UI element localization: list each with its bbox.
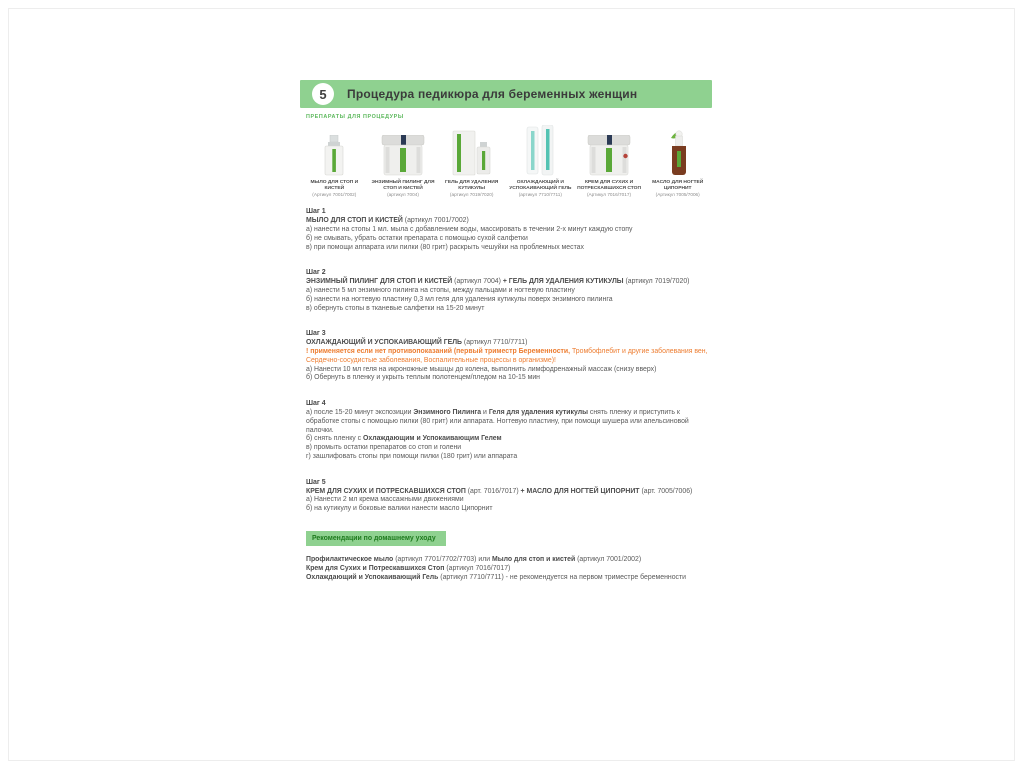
step-line: [306, 287, 711, 296]
product-photo: [666, 123, 690, 177]
product-item: [643, 123, 712, 198]
text-segment: (арт. 7005/7006): [641, 487, 693, 495]
product-photo: [586, 123, 632, 177]
product-article: (артикул 7004): [387, 192, 419, 198]
gel-tubes-icon: [525, 125, 555, 177]
product-photo: [380, 123, 426, 177]
pump-bottle-icon: [322, 135, 346, 177]
step-line: [306, 435, 711, 444]
text-segment: (артикул 7016/7017): [446, 564, 511, 572]
step-label: Шаг 2: [306, 269, 326, 277]
slide-number: 5: [319, 86, 327, 102]
text-segment: и: [481, 408, 489, 416]
product-article: (Артикул 7001/7002): [312, 192, 357, 198]
step-line: [306, 409, 711, 435]
step-line: [306, 488, 711, 497]
step-line: [306, 339, 711, 348]
text-segment: (артикул 7019/7020): [625, 278, 690, 286]
warning-text-segment: Тромбофлебит и другие заболевания вен, Сердечно-сосудистые заболевания, Воспалительные процессы в организме)!: [306, 347, 708, 364]
text-segment: Мыло для стоп и кистей: [491, 555, 578, 563]
step-block: [306, 400, 711, 462]
text-segment: в) при помощи аппарата или пилки (80 грит) раскрыть чешуйки на проблемных местах: [306, 243, 584, 251]
step-line: [306, 305, 711, 314]
text-segment: (артикул 7710/7711): [463, 339, 528, 347]
step-label: Шаг 1: [306, 208, 326, 216]
product-photo: [322, 123, 346, 177]
text-segment: МЫЛО ДЛЯ СТОП И КИСТЕЙ: [306, 217, 405, 225]
homecare-heading-label: Рекомендации по домашнему уходу: [312, 534, 436, 542]
text-segment: (арт. 7016/7017): [467, 487, 519, 495]
step-line: [306, 496, 711, 505]
product-name: ЭНЗИМНЫЙ ПИЛИНГ ДЛЯ СТОП И КИСТЕЙ: [371, 180, 435, 192]
pedicure-procedure-slide: [300, 80, 712, 582]
text-segment: Профилактическое мыло: [306, 555, 396, 563]
text-segment: Энзимного Пилинга: [413, 408, 482, 416]
product-name: ГЕЛЬ ДЛЯ УДАЛЕНИЯ КУТИКУЛЫ: [445, 180, 499, 192]
product-name: ОХЛАЖДАЮЩИЙ И УСПОКАИВАЮЩИЙ ГЕЛЬ: [509, 180, 572, 192]
product-article: (Артикул 7005/7006): [655, 192, 700, 198]
step-block: [306, 208, 711, 252]
text-segment: ЭНЗИМНЫЙ ПИЛИНГ ДЛЯ СТОП И КИСТЕЙ: [306, 278, 455, 286]
step-line: [306, 217, 711, 226]
text-segment: а) Нанести 10 мл геля на икроножные мышцы до колена, выполнить лимфодренажный массаж (снизу вверх): [306, 365, 657, 373]
product-article: (артикул 7019/7020): [449, 192, 494, 198]
text-segment: а) Нанести 2 мл крема массажными движениями: [306, 496, 464, 504]
text-segment: б) на кутикулу и боковые валики нанести масло Ципорнит: [306, 505, 493, 513]
text-segment: Охлаждающий и Успокаивающий Гель: [306, 573, 441, 581]
text-segment: +: [518, 487, 527, 495]
product-article: (Артикул 7016/7017): [586, 192, 632, 198]
products-row: [300, 123, 712, 198]
text-segment: б) Обернуть в пленку и укрыть теплым полотенцем/пледом на 10-15 мин: [306, 374, 540, 382]
step-block: [306, 330, 711, 383]
slide-title: Процедура педикюра для беременных женщин: [347, 87, 638, 101]
product-article: (артикул 7710/7711): [518, 192, 562, 198]
product-photo: [525, 123, 555, 177]
text-segment: Охлаждающим и Успокаивающим Гелем: [363, 435, 502, 443]
product-name: МЫЛО ДЛЯ СТОП И КИСТЕЙ: [310, 180, 359, 192]
text-segment: а) нанести на стопы 1 мл. мыла с добавлением воды, массировать в течении 2-х минут каждую стопу: [306, 226, 633, 233]
product-item: [369, 123, 438, 198]
step-block: [306, 479, 711, 514]
step-line: [306, 226, 711, 235]
product-item: [575, 123, 644, 198]
step-line: [306, 453, 711, 462]
step-label: Шаг 4: [306, 400, 326, 408]
step-line: [306, 296, 711, 305]
text-segment: (артикул 7701/7702/7703) или: [395, 555, 492, 563]
products-heading: ПРЕПАРАТЫ ДЛЯ ПРОЦЕДУРЫ: [306, 114, 404, 120]
product-photo: [451, 123, 493, 177]
step-line: [306, 374, 711, 383]
homecare-heading-box: [306, 531, 446, 546]
warning-text-segment: ! применяется если нет противопоказаний (первый триместр Беременности,: [306, 347, 571, 355]
text-segment: (артикул 7001/7002): [404, 217, 469, 225]
product-item: [300, 123, 369, 198]
box-and-bottle-icon: [451, 129, 493, 177]
slide-header-band: [300, 80, 712, 108]
step-line: [306, 244, 711, 253]
homecare-line: [306, 555, 711, 564]
step-label: Шаг 3: [306, 330, 326, 338]
text-segment: снять пленку и приступить к обработке стопы с помощью пилки (80 грит) или аппарата. Ногтевую пластину, при помощи шушера или апельсиновой палочки.: [306, 408, 689, 434]
text-segment: (артикул 7710/7711) - не рекомендуется на первом триместре беременности: [440, 573, 687, 581]
cream-jar-icon: [586, 135, 632, 177]
step-line: [306, 505, 711, 514]
step-line: [306, 235, 711, 244]
homecare-line: [306, 573, 711, 582]
text-segment: б) снять пленку с: [306, 435, 363, 443]
jar-icon: [380, 135, 426, 177]
text-segment: б) не смывать, убрать остатки препарата с помощью сухой салфетки: [306, 234, 528, 242]
text-segment: Крем для Сухих и Потрескавшихся Стоп: [306, 564, 447, 572]
text-segment: в) обернуть стопы в тканевые салфетки на 15-20 минут: [306, 304, 485, 312]
dropper-bottle-icon: [666, 129, 690, 177]
text-segment: а) нанести 5 мл энзимного пилинга на стопы, между пальцами и ногтевую пластину: [306, 286, 575, 294]
homecare-line: [306, 564, 711, 573]
text-segment: МАСЛО ДЛЯ НОГТЕЙ ЦИПОРНИТ: [526, 487, 642, 495]
text-segment: (артикул 7001/2002): [577, 555, 642, 563]
steps-container: [306, 208, 711, 514]
homecare-lines: [306, 555, 711, 582]
product-item: [506, 123, 575, 198]
text-segment: в) промыть остатки препаратов со стоп и голени: [306, 444, 462, 452]
text-segment: Геля для удаления кутикулы: [488, 408, 588, 416]
text-segment: б) нанести на ногтевую пластину 0,3 мл геля для удаления кутикулы поверх энзимного пилинга: [306, 295, 613, 303]
text-segment: КРЕМ ДЛЯ СУХИХ И ПОТРЕСКАВШИХСЯ СТОП: [306, 487, 468, 495]
text-segment: ОХЛАЖДАЮЩИЙ И УСПОКАИВАЮЩИЙ ГЕЛЬ: [306, 339, 464, 347]
step-block: [306, 269, 711, 313]
step-line: [306, 444, 711, 453]
text-segment: (артикул 7004): [454, 278, 501, 286]
text-segment: +: [500, 278, 509, 286]
product-name: МАСЛО ДЛЯ НОГТЕЙ ЦИПОРНИТ: [652, 180, 704, 192]
text-segment: ГЕЛЬ ДЛЯ УДАЛЕНИЯ КУТИКУЛЫ: [508, 278, 626, 286]
step-label: Шаг 5: [306, 478, 326, 486]
product-name: КРЕМ ДЛЯ СУХИХ И ПОТРЕСКАВШИХСЯ СТОП: [577, 180, 641, 192]
step-line: [306, 278, 711, 287]
text-segment: а) после 15-20 минут экспозиции: [306, 408, 414, 416]
slide-number-badge: [312, 83, 334, 105]
step-line: [306, 348, 711, 366]
product-item: [437, 123, 506, 198]
text-segment: г) зашлифовать стопы при помощи пилки (180 грит) или аппарата: [306, 452, 518, 460]
